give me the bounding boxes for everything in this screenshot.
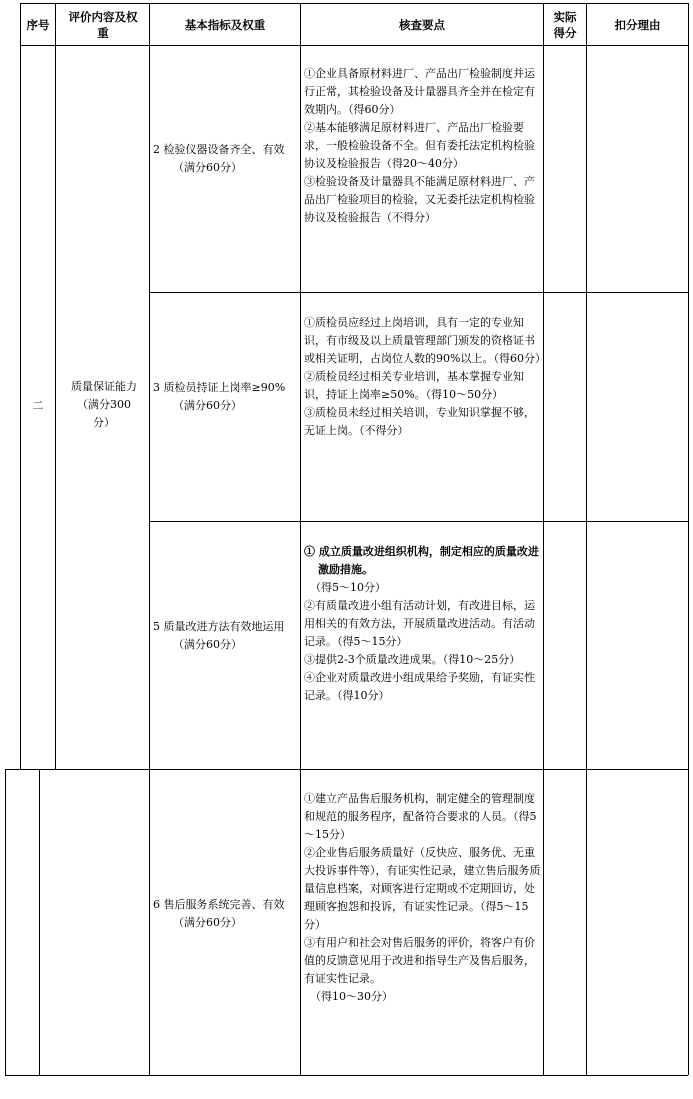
check-point: ③质检员未经过相关培训，专业知识掌握不够，无证上岗。（不得分） xyxy=(304,406,535,437)
header-indicator: 基本指标及权重 xyxy=(184,17,266,32)
indicator-text: 5 质量改进方法有效地运用 xyxy=(153,620,285,633)
section-number: 二 xyxy=(32,399,44,412)
indicator-weight: （满分60分） xyxy=(173,161,242,174)
indicator-weight: （满分60分） xyxy=(173,916,242,929)
check-point: ②质检员经过相关专业培训，基本掌握专业知识，持证上岗率≥50%。（得10～50分） xyxy=(304,370,524,401)
check-point: ①建立产品售后服务机构，制定健全的管理制度和规范的服务程序，配备符合要求的人员。（得5～15分） xyxy=(304,792,537,841)
column-divider xyxy=(586,3,587,1075)
table-row-points xyxy=(304,790,542,1006)
column-divider xyxy=(149,3,150,1075)
table-row-points xyxy=(304,314,546,440)
indicator-text: 3 质检员持证上岗率≥90% xyxy=(153,381,286,394)
row-divider xyxy=(149,521,688,522)
header-no: 序号 xyxy=(26,17,50,32)
check-point: ③提供2-3个质量改进成果。（得10～25分） xyxy=(304,653,521,666)
check-point: （得5～10分） xyxy=(310,581,386,594)
indicator-text: 6 售后服务系统完善、有效 xyxy=(153,898,285,911)
table-bottom-border xyxy=(5,1075,688,1076)
check-point: ④企业对质量改进小组成果给予奖励，有证实性记录。（得10分） xyxy=(304,671,535,702)
check-point: ②基本能够满足原材料进厂、产品出厂检验要求，一般检验设备不全。但有委托法定机构检验协议及检验报告（得20～40分） xyxy=(304,121,535,170)
header-reason: 扣分理由 xyxy=(614,17,661,32)
check-point: ①企业具备原材料进厂、产品出厂检验制度并运行正常，其检验设备及计量器具齐全并在检定有效期内。（得60分） xyxy=(304,67,535,116)
section-weight-text: （满分300分） xyxy=(77,398,131,429)
header-score: 实际得分 xyxy=(553,9,577,40)
indicator-weight: （满分60分） xyxy=(173,638,242,651)
column-divider xyxy=(55,3,56,769)
check-point: ③有用户和社会对售后服务的评价，将客户有价值的反馈意见用于改进和指导生产及售后服务，有证实性记录。 xyxy=(304,936,535,985)
table-row-points xyxy=(304,543,542,705)
section-title xyxy=(59,378,149,432)
check-point: ③检验设备及计量器具不能满足原材料进厂、产品出厂检验项目的检验，又无委托法定机构检验协议及检验报告（不得分） xyxy=(304,175,535,224)
check-point: ②有质量改进小组有活动计划，有改进目标，运用相关的有效方法，开展质量改进活动。有活动记录。（得5～15分） xyxy=(304,599,535,648)
header-content: 评价内容及权重 xyxy=(68,9,138,40)
check-point: ① 成立质量改进组织机构，制定相应的质量改进激励措施。 xyxy=(304,545,539,576)
table-left-border xyxy=(20,3,21,769)
table-row-indicator xyxy=(153,618,296,654)
table-row-indicator xyxy=(153,141,296,177)
table-row-indicator xyxy=(153,896,296,932)
check-point: ①质检员应经过上岗培训，具有一定的专业知识，有市级及以上质量管理部门颁发的资格证书或相关证明，占岗位人数的90%以上。（得60分） xyxy=(304,316,546,365)
header-bottom-border xyxy=(20,45,688,46)
header-points: 核查要点 xyxy=(399,17,445,32)
section-title-text: 质量保证能力 xyxy=(71,380,137,393)
table-right-border xyxy=(688,3,689,1075)
column-divider xyxy=(543,3,544,1075)
indicator-weight: （满分60分） xyxy=(173,399,242,412)
check-point: ②企业售后服务质量好（反快应、服务优、无重大投诉事件等），有证实性记录，建立售后服务质量信息档案，对顾客进行定期或不定期回访，处理顾客抱怨和投诉，有证实性记录。（得5～15分） xyxy=(304,846,541,931)
row-divider xyxy=(149,292,688,293)
table-row-points xyxy=(304,65,542,227)
check-point: （得10～30分） xyxy=(310,990,393,1003)
column-divider xyxy=(300,3,301,1075)
column-divider-lower xyxy=(39,769,40,1075)
table-row-indicator xyxy=(153,379,296,415)
indicator-text: 2 检验仪器设备齐全、有效 xyxy=(153,143,285,156)
table-left-border-lower xyxy=(5,769,6,1075)
